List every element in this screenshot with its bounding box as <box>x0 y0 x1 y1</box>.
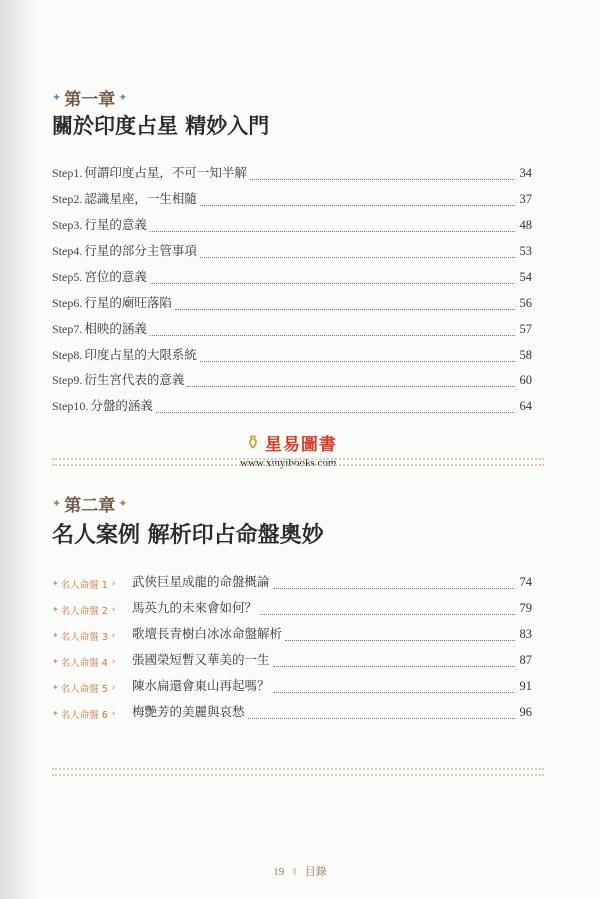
toc-item-title: 相映的涵義 <box>84 321 147 336</box>
toc-item-title: 馬英九的未來會如何？ <box>132 600 258 615</box>
chapter-2-label <box>52 491 127 516</box>
toc-item-title: 行星的部分主管事項 <box>84 243 197 258</box>
dot-leader <box>150 282 515 284</box>
step-number: Step2. <box>52 192 83 206</box>
toc-item[interactable] <box>52 396 532 416</box>
dot-leader <box>200 360 515 362</box>
sparkle-icon: ✦ <box>118 497 128 510</box>
page-number: 57 <box>519 322 532 336</box>
page-number: 96 <box>519 705 532 719</box>
page-number: 91 <box>519 679 532 693</box>
chevron-right-icon: › <box>111 630 116 641</box>
publisher-emblem-icon: ⚱ <box>245 431 261 454</box>
toc-item[interactable] <box>52 215 532 235</box>
toc-item-title: 衍生宮代表的意義 <box>84 372 185 387</box>
page-number: 58 <box>519 348 532 362</box>
page-number: 37 <box>519 192 532 206</box>
sparkle-icon: ✦ <box>52 91 62 104</box>
sparkle-icon: ✦ <box>118 91 128 104</box>
dot-leader <box>260 613 515 615</box>
footer-separator: ‖ <box>292 866 297 878</box>
toc-item-title: 陳水扁還會東山再起嗎？ <box>132 678 270 693</box>
dot-leader <box>273 691 515 693</box>
publisher-url: www.xinyibooks.com <box>240 457 337 469</box>
dot-leader <box>273 587 515 589</box>
toc-item[interactable] <box>52 676 532 696</box>
chevron-right-icon: › <box>111 578 116 589</box>
case-tag <box>52 707 130 721</box>
toc-item[interactable] <box>52 572 532 592</box>
case-tag <box>52 629 130 643</box>
toc-item-title: 行星的意義 <box>84 217 147 232</box>
step-number: Step1. <box>52 166 83 180</box>
toc-item[interactable] <box>52 345 532 365</box>
chevron-right-icon: › <box>111 656 116 667</box>
sparkle-icon: ✦ <box>52 497 62 510</box>
page-number: 87 <box>519 653 532 667</box>
toc-item[interactable] <box>52 267 532 287</box>
dot-leader <box>200 204 515 206</box>
chevron-right-icon: › <box>111 708 116 719</box>
case-tag-label: 名人命盤 5 <box>60 683 108 695</box>
page-number: 34 <box>519 166 532 180</box>
page-number: 79 <box>519 601 532 615</box>
chapter-2-label-text: 第二章 <box>64 496 116 516</box>
section-divider <box>52 768 544 776</box>
case-tag-label: 名人命盤 3 <box>60 631 108 643</box>
chevron-right-icon: › <box>111 604 116 615</box>
toc-item[interactable] <box>52 189 532 209</box>
toc-item-title: 分盤的涵義 <box>90 398 153 413</box>
page-number: 53 <box>519 244 532 258</box>
toc-item[interactable] <box>52 624 532 644</box>
toc-item[interactable] <box>52 702 532 722</box>
case-tag <box>52 603 130 617</box>
footer-page-number: 19 <box>273 866 285 878</box>
sparkle-icon: ✦ <box>52 605 59 614</box>
toc-item[interactable] <box>52 241 532 261</box>
page-number: 74 <box>519 575 532 589</box>
case-tag <box>52 681 130 695</box>
toc-item[interactable] <box>52 370 532 390</box>
dot-leader <box>175 308 515 310</box>
step-number: Step3. <box>52 218 83 232</box>
toc-item-title: 武俠巨星成龍的命盤概論 <box>132 574 270 589</box>
sparkle-icon: ✦ <box>52 579 59 588</box>
step-number: Step8. <box>52 348 83 362</box>
step-number: Step7. <box>52 322 83 336</box>
section-divider <box>52 458 544 466</box>
sparkle-icon: ✦ <box>52 631 59 640</box>
toc-item[interactable] <box>52 163 532 183</box>
step-number: Step6. <box>52 296 83 310</box>
dot-leader <box>150 334 515 336</box>
step-number: Step5. <box>52 270 83 284</box>
case-tag-label: 名人命盤 4 <box>60 657 108 669</box>
page-binding-shadow <box>0 0 40 899</box>
step-number: Step10. <box>52 399 89 413</box>
chapter-1-label-text: 第一章 <box>64 90 116 110</box>
toc-item-title: 行星的廟旺落陷 <box>84 295 172 310</box>
toc-item-title: 張國榮短暫又華美的一生 <box>132 652 270 667</box>
toc-item-title: 歌壇長青樹白冰冰命盤解析 <box>132 626 283 641</box>
dot-leader <box>187 385 515 387</box>
toc-item[interactable] <box>52 293 532 313</box>
page-number: 54 <box>519 270 532 284</box>
page-number: 64 <box>519 399 532 413</box>
page-number: 83 <box>519 627 532 641</box>
chapter-1-label <box>52 85 127 110</box>
case-tag-label: 名人命盤 1 <box>60 579 108 591</box>
toc-item[interactable] <box>52 598 532 618</box>
sparkle-icon: ✦ <box>52 657 59 666</box>
toc-item-title: 梅艷芳的美麗與哀愁 <box>132 704 245 719</box>
case-tag <box>52 655 130 669</box>
step-number: Step9. <box>52 373 83 387</box>
dot-leader <box>250 178 515 180</box>
toc-item[interactable] <box>52 650 532 670</box>
dot-leader <box>156 411 515 413</box>
dot-leader <box>248 717 515 719</box>
page-number: 48 <box>519 218 532 232</box>
toc-item[interactable] <box>52 319 532 339</box>
sparkle-icon: ✦ <box>52 683 59 692</box>
case-tag-label: 名人命盤 2 <box>60 605 108 617</box>
dot-leader <box>200 256 515 258</box>
toc-item-title: 印度占星的大限系統 <box>84 347 197 362</box>
sparkle-icon: ✦ <box>52 709 59 718</box>
toc-item-title: 宮位的意義 <box>84 269 147 284</box>
toc-item-title: 何謂印度占星，不可一知半解 <box>84 165 247 180</box>
page-footer <box>0 863 600 879</box>
page-number: 60 <box>519 373 532 387</box>
case-tag-label: 名人命盤 6 <box>60 709 108 721</box>
footer-section-name: 目錄 <box>304 866 327 878</box>
publisher-logo <box>245 430 337 455</box>
step-number: Step4. <box>52 244 83 258</box>
dot-leader <box>273 665 515 667</box>
case-tag <box>52 577 130 591</box>
publisher-brand: 星易圖書 <box>264 435 337 455</box>
dot-leader <box>150 230 515 232</box>
chapter-1-title: 關於印度占星 精妙入門 <box>52 114 270 138</box>
page-number: 56 <box>519 296 532 310</box>
toc-item-title: 認識星座，一生相隨 <box>84 191 197 206</box>
chapter-2-title: 名人案例 解析印占命盤奧妙 <box>52 523 324 548</box>
chevron-right-icon: › <box>111 682 116 693</box>
dot-leader <box>285 639 515 641</box>
